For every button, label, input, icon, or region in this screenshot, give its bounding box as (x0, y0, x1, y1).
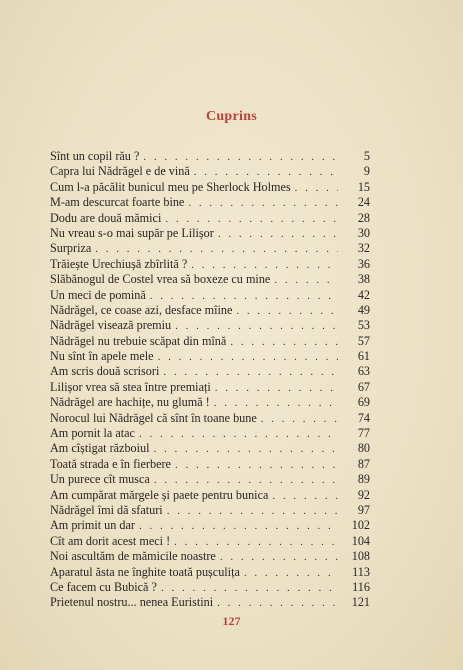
toc-entry-title: Norocul lui Nădrăgel că sînt în toane bune (50, 410, 257, 425)
dot-leader (163, 366, 338, 378)
toc-entry-title: Nădrăgel nu trebuie scăpat din mînă (50, 333, 227, 348)
toc-entry-page-number: 121 (351, 595, 370, 610)
toc-entry-title: Cît am dorit acest meci ! (50, 533, 171, 548)
dot-leader (214, 397, 338, 409)
toc-entry-page-number: 15 (357, 179, 370, 194)
toc-entry (50, 334, 370, 349)
table-of-contents (50, 149, 370, 611)
toc-entry-title: Noi ascultăm de mămicile noastre (50, 549, 216, 564)
toc-entry (50, 426, 370, 441)
toc-entry-page-number: 104 (351, 533, 370, 548)
toc-entry-page-number: 57 (357, 333, 370, 348)
toc-entry (50, 288, 370, 303)
toc-entry-title: Prietenul nostru... nenea Euristini (50, 595, 214, 610)
dot-leader (175, 320, 338, 332)
toc-entry (50, 595, 370, 610)
toc-entry-page-number: 63 (357, 364, 370, 379)
dot-leader (161, 582, 338, 594)
toc-entry-title: Nu vreau s-o mai supăr pe Lilișor (50, 225, 214, 240)
toc-entry-page-number: 30 (357, 225, 370, 240)
dot-leader (175, 459, 338, 471)
dot-leader (218, 228, 338, 240)
dot-leader (236, 305, 338, 317)
toc-entry-title: Surpriza (50, 241, 92, 256)
toc-entry (50, 503, 370, 518)
toc-entry-page-number: 80 (357, 441, 370, 456)
toc-entry-title: Capra lui Nădrăgel e de vină (50, 164, 190, 179)
toc-entry (50, 164, 370, 179)
dot-leader (154, 474, 338, 486)
toc-entry-page-number: 108 (351, 549, 370, 564)
toc-entry-page-number: 92 (357, 487, 370, 502)
toc-entry-page-number: 28 (357, 210, 370, 225)
dot-leader (165, 213, 338, 225)
dot-leader (295, 182, 338, 194)
toc-entry-title: Nădrăgel îmi dă sfaturi (50, 502, 163, 517)
toc-entry (50, 211, 370, 226)
toc-entry-title: Am pornit la atac (50, 426, 135, 441)
toc-entry (50, 180, 370, 195)
toc-entry-page-number: 87 (357, 456, 370, 471)
toc-entry-title: Cum l-a păcălit bunicul meu pe Sherlock Holmes (50, 179, 291, 194)
toc-entry (50, 149, 370, 164)
toc-entry-title: Am cumpărat mărgele și paete pentru bunica (50, 487, 269, 502)
toc-entry-title: Nădrăgel visează premiu (50, 318, 172, 333)
toc-entry-title: Ce facem cu Bubică ? (50, 579, 157, 594)
toc-entry-title: Nădrăgel, ce coase azi, desface mîine (50, 302, 233, 317)
toc-entry (50, 472, 370, 487)
dot-leader (272, 490, 338, 502)
toc-entry (50, 488, 370, 503)
page-number: 127 (222, 614, 241, 628)
toc-entry-page-number: 97 (357, 502, 370, 517)
toc-entry-page-number: 38 (357, 272, 370, 287)
toc-entry (50, 457, 370, 472)
toc-entry-page-number: 53 (357, 318, 370, 333)
toc-entry-title: Un purece cît musca (50, 472, 150, 487)
dot-leader (215, 382, 338, 394)
toc-entry (50, 411, 370, 426)
toc-entry-title: Nu sînt în apele mele (50, 349, 154, 364)
toc-entry-page-number: 9 (363, 164, 370, 179)
toc-entry-page-number: 89 (357, 472, 370, 487)
toc-entry-page-number: 77 (357, 426, 370, 441)
toc-entry (50, 534, 370, 549)
toc-entry (50, 380, 370, 395)
toc-entry-page-number: 102 (351, 518, 370, 533)
toc-entry-title: Dodu are două mămici (50, 210, 162, 225)
toc-entry-page-number: 116 (352, 579, 370, 594)
toc-entry (50, 303, 370, 318)
dot-leader (244, 567, 338, 579)
page-title: Cuprins (205, 109, 258, 124)
toc-entry (50, 195, 370, 210)
dot-leader (143, 151, 338, 163)
dot-leader (158, 351, 338, 363)
dot-leader (220, 551, 338, 563)
dot-leader (174, 536, 338, 548)
toc-entry (50, 549, 370, 564)
dot-leader (167, 505, 338, 517)
dot-leader (139, 520, 338, 532)
dot-leader (230, 336, 338, 348)
toc-entry-page-number: 67 (357, 379, 370, 394)
toc-entry-page-number: 32 (357, 241, 370, 256)
toc-entry-page-number: 24 (357, 195, 370, 210)
dot-leader (261, 413, 338, 425)
toc-entry-page-number: 74 (357, 410, 370, 425)
toc-entry (50, 226, 370, 241)
toc-entry-page-number: 42 (357, 287, 370, 302)
toc-entry-title: Un meci de pomină (50, 287, 146, 302)
toc-entry (50, 364, 370, 379)
toc-entry (50, 565, 370, 580)
toc-entry-page-number: 49 (357, 302, 370, 317)
toc-entry (50, 395, 370, 410)
dot-leader (154, 443, 338, 455)
toc-entry-title: Lilișor vrea să stea între premiați (50, 379, 211, 394)
dot-leader (274, 274, 338, 286)
dot-leader (150, 290, 338, 302)
dot-leader (139, 428, 338, 440)
toc-entry-page-number: 36 (357, 256, 370, 271)
toc-entry-title: M-am descurcat foarte bine (50, 195, 185, 210)
toc-entry-title: Am scris două scrisori (50, 364, 160, 379)
toc-entry (50, 441, 370, 456)
toc-entry (50, 580, 370, 595)
toc-entry-page-number: 113 (352, 564, 370, 579)
toc-entry (50, 272, 370, 287)
toc-entry (50, 349, 370, 364)
toc-entry-title: Nădrăgel are hachițe, nu glumă ! (50, 395, 210, 410)
toc-entry (50, 518, 370, 533)
dot-leader (95, 243, 338, 255)
dot-leader (188, 197, 338, 209)
toc-entry-title: Aparatul ăsta ne înghite toată pușculița (50, 564, 240, 579)
toc-entry-title: Trăiește Urechiușă zbîrlită ? (50, 256, 188, 271)
toc-entry (50, 318, 370, 333)
toc-entry-page-number: 69 (357, 395, 370, 410)
dot-leader (191, 259, 338, 271)
toc-entry-page-number: 5 (363, 149, 370, 163)
dot-leader (217, 597, 338, 609)
toc-entry (50, 241, 370, 256)
toc-entry-title: Am primit un dar (50, 518, 135, 533)
dot-leader (194, 166, 338, 178)
toc-entry-title: Sînt un copil rău ? (50, 149, 140, 163)
toc-entry (50, 257, 370, 272)
toc-entry-title: Toată strada e în fierbere (50, 456, 171, 471)
toc-entry-page-number: 61 (357, 349, 370, 364)
toc-entry-title: Slăbănogul de Costel vrea să boxeze cu mine (50, 272, 271, 287)
toc-entry-title: Am cîștigat războiul (50, 441, 150, 456)
